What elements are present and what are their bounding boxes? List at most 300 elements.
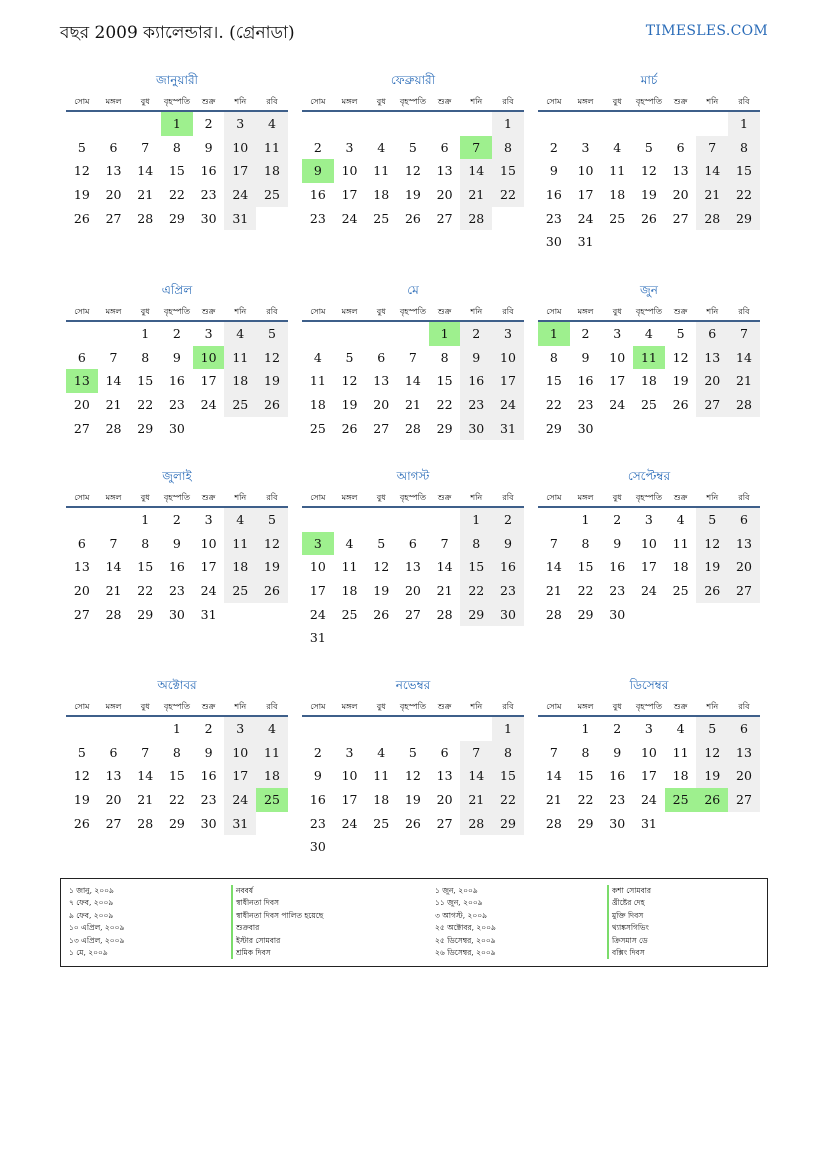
day-cell[interactable]: 9 bbox=[460, 346, 492, 370]
day-cell[interactable]: 28 bbox=[105, 420, 122, 436]
day-cell[interactable]: 28 bbox=[436, 606, 453, 622]
day-cell[interactable]: 4 bbox=[313, 349, 322, 365]
day-cell[interactable]: 4 bbox=[644, 326, 653, 341]
day-cell[interactable]: 27 bbox=[105, 815, 122, 831]
day-cell[interactable]: 25 bbox=[256, 183, 288, 207]
day-cell[interactable]: 11 bbox=[373, 768, 390, 784]
day-cell[interactable]: 2 bbox=[204, 721, 213, 736]
day-cell[interactable]: 15 bbox=[168, 163, 185, 179]
day-cell[interactable]: 29 bbox=[728, 207, 760, 231]
day-cell[interactable]: 17 bbox=[640, 768, 657, 784]
day-cell[interactable]: 12 bbox=[404, 163, 421, 179]
day-cell[interactable]: 14 bbox=[436, 559, 453, 575]
day-cell[interactable]: 25 bbox=[609, 210, 626, 226]
day-cell[interactable]: 3 bbox=[204, 326, 213, 341]
day-cell[interactable]: 13 bbox=[373, 373, 390, 389]
day-cell[interactable]: 12 bbox=[696, 741, 728, 765]
holiday-day-cell[interactable]: 11 bbox=[633, 346, 665, 370]
day-cell[interactable]: 13 bbox=[105, 768, 122, 784]
day-cell[interactable]: 13 bbox=[73, 559, 90, 575]
day-cell[interactable]: 6 bbox=[109, 744, 118, 760]
day-cell[interactable]: 20 bbox=[373, 397, 390, 413]
day-cell[interactable]: 22 bbox=[728, 183, 760, 207]
day-cell[interactable]: 3 bbox=[613, 326, 622, 341]
day-cell[interactable]: 23 bbox=[309, 210, 326, 226]
day-cell[interactable]: 7 bbox=[549, 744, 558, 760]
day-cell[interactable]: 3 bbox=[345, 139, 354, 155]
day-cell[interactable]: 6 bbox=[676, 139, 685, 155]
day-cell[interactable]: 13 bbox=[436, 163, 453, 179]
day-cell[interactable]: 23 bbox=[200, 187, 217, 203]
day-cell[interactable]: 20 bbox=[105, 187, 122, 203]
day-cell[interactable]: 20 bbox=[436, 187, 453, 203]
day-cell[interactable]: 1 bbox=[172, 721, 181, 736]
day-cell[interactable]: 16 bbox=[309, 792, 326, 808]
day-cell[interactable]: 1 bbox=[460, 508, 492, 532]
day-cell[interactable]: 6 bbox=[377, 349, 386, 365]
day-cell[interactable]: 20 bbox=[728, 555, 760, 579]
holiday-day-cell[interactable]: 7 bbox=[460, 136, 492, 160]
day-cell[interactable]: 4 bbox=[676, 721, 685, 736]
day-cell[interactable]: 12 bbox=[672, 349, 689, 365]
day-cell[interactable]: 3 bbox=[492, 322, 524, 346]
day-cell[interactable]: 3 bbox=[224, 112, 256, 136]
day-cell[interactable]: 5 bbox=[408, 744, 417, 760]
day-cell[interactable]: 14 bbox=[696, 159, 728, 183]
day-cell[interactable]: 15 bbox=[728, 159, 760, 183]
day-cell[interactable]: 5 bbox=[77, 744, 86, 760]
day-cell[interactable]: 13 bbox=[672, 163, 689, 179]
day-cell[interactable]: 19 bbox=[256, 369, 288, 393]
day-cell[interactable]: 7 bbox=[460, 741, 492, 765]
day-cell[interactable]: 13 bbox=[728, 532, 760, 556]
day-cell[interactable]: 2 bbox=[492, 508, 524, 532]
day-cell[interactable]: 31 bbox=[224, 207, 256, 231]
day-cell[interactable]: 3 bbox=[644, 721, 653, 736]
day-cell[interactable]: 27 bbox=[436, 210, 453, 226]
day-cell[interactable]: 24 bbox=[341, 815, 358, 831]
day-cell[interactable]: 12 bbox=[73, 163, 90, 179]
day-cell[interactable]: 24 bbox=[640, 792, 657, 808]
day-cell[interactable]: 18 bbox=[672, 768, 689, 784]
day-cell[interactable]: 26 bbox=[73, 210, 90, 226]
day-cell[interactable]: 11 bbox=[224, 346, 256, 370]
day-cell[interactable]: 22 bbox=[460, 579, 492, 603]
day-cell[interactable]: 22 bbox=[577, 792, 594, 808]
holiday-day-cell[interactable]: 1 bbox=[538, 322, 570, 346]
day-cell[interactable]: 28 bbox=[404, 420, 421, 436]
day-cell[interactable]: 25 bbox=[672, 583, 689, 599]
holiday-day-cell[interactable]: 10 bbox=[193, 346, 225, 370]
day-cell[interactable]: 27 bbox=[105, 210, 122, 226]
day-cell[interactable]: 8 bbox=[492, 741, 524, 765]
day-cell[interactable]: 19 bbox=[404, 792, 421, 808]
day-cell[interactable]: 28 bbox=[137, 210, 154, 226]
day-cell[interactable]: 19 bbox=[696, 764, 728, 788]
day-cell[interactable]: 10 bbox=[640, 535, 657, 551]
day-cell[interactable]: 16 bbox=[460, 369, 492, 393]
day-cell[interactable]: 30 bbox=[309, 839, 326, 855]
day-cell[interactable]: 19 bbox=[404, 187, 421, 203]
day-cell[interactable]: 1 bbox=[581, 512, 590, 527]
day-cell[interactable]: 15 bbox=[492, 764, 524, 788]
day-cell[interactable]: 5 bbox=[256, 508, 288, 532]
day-cell[interactable]: 16 bbox=[492, 555, 524, 579]
day-cell[interactable]: 19 bbox=[341, 397, 358, 413]
day-cell[interactable]: 14 bbox=[460, 764, 492, 788]
day-cell[interactable]: 10 bbox=[640, 744, 657, 760]
day-cell[interactable]: 2 bbox=[172, 326, 181, 341]
day-cell[interactable]: 18 bbox=[341, 583, 358, 599]
day-cell[interactable]: 31 bbox=[200, 606, 217, 622]
day-cell[interactable]: 2 bbox=[613, 512, 622, 527]
day-cell[interactable]: 14 bbox=[105, 559, 122, 575]
day-cell[interactable]: 15 bbox=[460, 555, 492, 579]
day-cell[interactable]: 29 bbox=[460, 603, 492, 627]
day-cell[interactable]: 23 bbox=[460, 393, 492, 417]
day-cell[interactable]: 26 bbox=[696, 579, 728, 603]
day-cell[interactable]: 10 bbox=[341, 768, 358, 784]
day-cell[interactable]: 6 bbox=[109, 139, 118, 155]
day-cell[interactable]: 5 bbox=[696, 508, 728, 532]
day-cell[interactable]: 28 bbox=[545, 606, 562, 622]
day-cell[interactable]: 25 bbox=[373, 815, 390, 831]
day-cell[interactable]: 28 bbox=[545, 815, 562, 831]
day-cell[interactable]: 9 bbox=[204, 744, 213, 760]
day-cell[interactable]: 24 bbox=[200, 583, 217, 599]
day-cell[interactable]: 14 bbox=[728, 346, 760, 370]
day-cell[interactable]: 6 bbox=[696, 322, 728, 346]
day-cell[interactable]: 4 bbox=[377, 744, 386, 760]
day-cell[interactable]: 10 bbox=[224, 741, 256, 765]
day-cell[interactable]: 15 bbox=[577, 559, 594, 575]
day-cell[interactable]: 24 bbox=[224, 788, 256, 812]
day-cell[interactable]: 29 bbox=[436, 420, 453, 436]
day-cell[interactable]: 27 bbox=[436, 815, 453, 831]
day-cell[interactable]: 18 bbox=[609, 187, 626, 203]
day-cell[interactable]: 15 bbox=[137, 559, 154, 575]
day-cell[interactable]: 27 bbox=[373, 420, 390, 436]
day-cell[interactable]: 25 bbox=[373, 210, 390, 226]
day-cell[interactable]: 27 bbox=[404, 606, 421, 622]
day-cell[interactable]: 17 bbox=[341, 187, 358, 203]
day-cell[interactable]: 16 bbox=[609, 768, 626, 784]
day-cell[interactable]: 21 bbox=[404, 397, 421, 413]
day-cell[interactable]: 16 bbox=[200, 768, 217, 784]
day-cell[interactable]: 2 bbox=[549, 139, 558, 155]
day-cell[interactable]: 13 bbox=[696, 346, 728, 370]
day-cell[interactable]: 4 bbox=[377, 139, 386, 155]
day-cell[interactable]: 9 bbox=[172, 535, 181, 551]
day-cell[interactable]: 9 bbox=[313, 768, 322, 784]
day-cell[interactable]: 22 bbox=[577, 583, 594, 599]
day-cell[interactable]: 19 bbox=[373, 583, 390, 599]
day-cell[interactable]: 20 bbox=[436, 792, 453, 808]
day-cell[interactable]: 9 bbox=[172, 349, 181, 365]
day-cell[interactable]: 2 bbox=[313, 139, 322, 155]
day-cell[interactable]: 18 bbox=[373, 187, 390, 203]
holiday-day-cell[interactable]: 3 bbox=[302, 532, 334, 556]
brand-link[interactable]: TIMESLES.COM bbox=[645, 23, 768, 39]
day-cell[interactable]: 13 bbox=[105, 163, 122, 179]
day-cell[interactable]: 2 bbox=[204, 116, 213, 131]
day-cell[interactable]: 14 bbox=[137, 163, 154, 179]
day-cell[interactable]: 13 bbox=[728, 741, 760, 765]
day-cell[interactable]: 9 bbox=[581, 349, 590, 365]
day-cell[interactable]: 28 bbox=[460, 812, 492, 836]
day-cell[interactable]: 6 bbox=[728, 717, 760, 741]
day-cell[interactable]: 9 bbox=[613, 535, 622, 551]
day-cell[interactable]: 5 bbox=[408, 139, 417, 155]
day-cell[interactable]: 15 bbox=[577, 768, 594, 784]
day-cell[interactable]: 22 bbox=[545, 397, 562, 413]
day-cell[interactable]: 8 bbox=[581, 535, 590, 551]
holiday-day-cell[interactable]: 1 bbox=[429, 322, 461, 346]
day-cell[interactable]: 7 bbox=[440, 535, 449, 551]
day-cell[interactable]: 10 bbox=[492, 346, 524, 370]
day-cell[interactable]: 9 bbox=[492, 532, 524, 556]
day-cell[interactable]: 18 bbox=[640, 373, 657, 389]
holiday-day-cell[interactable]: 26 bbox=[696, 788, 728, 812]
day-cell[interactable]: 11 bbox=[309, 373, 326, 389]
day-cell[interactable]: 8 bbox=[728, 136, 760, 160]
day-cell[interactable]: 24 bbox=[492, 393, 524, 417]
day-cell[interactable]: 30 bbox=[609, 606, 626, 622]
day-cell[interactable]: 24 bbox=[309, 606, 326, 622]
day-cell[interactable]: 4 bbox=[224, 508, 256, 532]
day-cell[interactable]: 19 bbox=[672, 373, 689, 389]
day-cell[interactable]: 10 bbox=[609, 349, 626, 365]
day-cell[interactable]: 31 bbox=[492, 417, 524, 441]
day-cell[interactable]: 21 bbox=[460, 183, 492, 207]
day-cell[interactable]: 31 bbox=[309, 630, 326, 646]
day-cell[interactable]: 8 bbox=[172, 744, 181, 760]
day-cell[interactable]: 21 bbox=[545, 792, 562, 808]
day-cell[interactable]: 23 bbox=[577, 397, 594, 413]
day-cell[interactable]: 7 bbox=[408, 349, 417, 365]
day-cell[interactable]: 27 bbox=[696, 393, 728, 417]
day-cell[interactable]: 25 bbox=[224, 579, 256, 603]
day-cell[interactable]: 10 bbox=[309, 559, 326, 575]
day-cell[interactable]: 5 bbox=[77, 139, 86, 155]
day-cell[interactable]: 11 bbox=[256, 136, 288, 160]
day-cell[interactable]: 25 bbox=[309, 420, 326, 436]
day-cell[interactable]: 17 bbox=[341, 792, 358, 808]
day-cell[interactable]: 17 bbox=[200, 559, 217, 575]
day-cell[interactable]: 16 bbox=[545, 187, 562, 203]
day-cell[interactable]: 2 bbox=[460, 322, 492, 346]
day-cell[interactable]: 18 bbox=[224, 369, 256, 393]
day-cell[interactable]: 10 bbox=[577, 163, 594, 179]
day-cell[interactable]: 16 bbox=[168, 373, 185, 389]
day-cell[interactable]: 16 bbox=[577, 373, 594, 389]
day-cell[interactable]: 7 bbox=[696, 136, 728, 160]
day-cell[interactable]: 19 bbox=[640, 187, 657, 203]
day-cell[interactable]: 27 bbox=[728, 788, 760, 812]
day-cell[interactable]: 6 bbox=[440, 139, 449, 155]
day-cell[interactable]: 1 bbox=[141, 512, 150, 527]
day-cell[interactable]: 31 bbox=[577, 234, 594, 250]
day-cell[interactable]: 13 bbox=[436, 768, 453, 784]
day-cell[interactable]: 11 bbox=[373, 163, 390, 179]
day-cell[interactable]: 14 bbox=[545, 768, 562, 784]
day-cell[interactable]: 18 bbox=[309, 397, 326, 413]
holiday-day-cell[interactable]: 1 bbox=[161, 112, 193, 136]
day-cell[interactable]: 30 bbox=[577, 420, 594, 436]
day-cell[interactable]: 4 bbox=[224, 322, 256, 346]
day-cell[interactable]: 14 bbox=[460, 159, 492, 183]
day-cell[interactable]: 5 bbox=[345, 349, 354, 365]
day-cell[interactable]: 22 bbox=[492, 183, 524, 207]
day-cell[interactable]: 17 bbox=[224, 764, 256, 788]
day-cell[interactable]: 3 bbox=[204, 512, 213, 527]
day-cell[interactable]: 19 bbox=[696, 555, 728, 579]
day-cell[interactable]: 22 bbox=[168, 187, 185, 203]
day-cell[interactable]: 15 bbox=[492, 159, 524, 183]
day-cell[interactable]: 17 bbox=[577, 187, 594, 203]
day-cell[interactable]: 22 bbox=[492, 788, 524, 812]
day-cell[interactable]: 21 bbox=[137, 187, 154, 203]
day-cell[interactable]: 24 bbox=[200, 397, 217, 413]
day-cell[interactable]: 29 bbox=[137, 420, 154, 436]
day-cell[interactable]: 18 bbox=[224, 555, 256, 579]
day-cell[interactable]: 30 bbox=[168, 420, 185, 436]
day-cell[interactable]: 1 bbox=[492, 112, 524, 136]
day-cell[interactable]: 3 bbox=[644, 512, 653, 527]
day-cell[interactable]: 21 bbox=[436, 583, 453, 599]
day-cell[interactable]: 13 bbox=[404, 559, 421, 575]
day-cell[interactable]: 7 bbox=[109, 535, 118, 551]
day-cell[interactable]: 11 bbox=[256, 741, 288, 765]
day-cell[interactable]: 16 bbox=[309, 187, 326, 203]
day-cell[interactable]: 2 bbox=[581, 326, 590, 341]
day-cell[interactable]: 31 bbox=[640, 815, 657, 831]
day-cell[interactable]: 23 bbox=[309, 815, 326, 831]
day-cell[interactable]: 21 bbox=[460, 788, 492, 812]
day-cell[interactable]: 14 bbox=[137, 768, 154, 784]
day-cell[interactable]: 28 bbox=[696, 207, 728, 231]
day-cell[interactable]: 12 bbox=[404, 768, 421, 784]
day-cell[interactable]: 5 bbox=[256, 322, 288, 346]
day-cell[interactable]: 20 bbox=[728, 764, 760, 788]
day-cell[interactable]: 30 bbox=[200, 815, 217, 831]
day-cell[interactable]: 11 bbox=[341, 559, 358, 575]
day-cell[interactable]: 17 bbox=[224, 159, 256, 183]
day-cell[interactable]: 8 bbox=[440, 349, 449, 365]
day-cell[interactable]: 6 bbox=[77, 535, 86, 551]
day-cell[interactable]: 10 bbox=[200, 535, 217, 551]
day-cell[interactable]: 29 bbox=[168, 210, 185, 226]
day-cell[interactable]: 3 bbox=[345, 744, 354, 760]
day-cell[interactable]: 11 bbox=[609, 163, 626, 179]
day-cell[interactable]: 9 bbox=[549, 163, 558, 179]
day-cell[interactable]: 30 bbox=[492, 603, 524, 627]
day-cell[interactable]: 16 bbox=[200, 163, 217, 179]
day-cell[interactable]: 11 bbox=[672, 535, 689, 551]
day-cell[interactable]: 26 bbox=[404, 815, 421, 831]
day-cell[interactable]: 28 bbox=[105, 606, 122, 622]
holiday-day-cell[interactable]: 25 bbox=[665, 788, 697, 812]
day-cell[interactable]: 19 bbox=[73, 792, 90, 808]
day-cell[interactable]: 1 bbox=[581, 721, 590, 736]
day-cell[interactable]: 20 bbox=[73, 583, 90, 599]
day-cell[interactable]: 7 bbox=[141, 139, 150, 155]
day-cell[interactable]: 18 bbox=[373, 792, 390, 808]
day-cell[interactable]: 25 bbox=[224, 393, 256, 417]
day-cell[interactable]: 6 bbox=[77, 349, 86, 365]
day-cell[interactable]: 17 bbox=[609, 373, 626, 389]
day-cell[interactable]: 26 bbox=[73, 815, 90, 831]
day-cell[interactable]: 26 bbox=[373, 606, 390, 622]
day-cell[interactable]: 23 bbox=[492, 579, 524, 603]
day-cell[interactable]: 27 bbox=[73, 606, 90, 622]
holiday-day-cell[interactable]: 25 bbox=[256, 788, 288, 812]
day-cell[interactable]: 12 bbox=[640, 163, 657, 179]
day-cell[interactable]: 21 bbox=[105, 397, 122, 413]
day-cell[interactable]: 9 bbox=[613, 744, 622, 760]
day-cell[interactable]: 17 bbox=[640, 559, 657, 575]
day-cell[interactable]: 7 bbox=[549, 535, 558, 551]
day-cell[interactable]: 23 bbox=[545, 210, 562, 226]
day-cell[interactable]: 30 bbox=[609, 815, 626, 831]
day-cell[interactable]: 1 bbox=[728, 112, 760, 136]
day-cell[interactable]: 14 bbox=[545, 559, 562, 575]
day-cell[interactable]: 21 bbox=[696, 183, 728, 207]
day-cell[interactable]: 7 bbox=[728, 322, 760, 346]
day-cell[interactable]: 16 bbox=[168, 559, 185, 575]
day-cell[interactable]: 23 bbox=[609, 583, 626, 599]
day-cell[interactable]: 24 bbox=[577, 210, 594, 226]
day-cell[interactable]: 4 bbox=[345, 535, 354, 551]
day-cell[interactable]: 7 bbox=[109, 349, 118, 365]
day-cell[interactable]: 29 bbox=[577, 606, 594, 622]
day-cell[interactable]: 8 bbox=[492, 136, 524, 160]
day-cell[interactable]: 27 bbox=[728, 579, 760, 603]
day-cell[interactable]: 26 bbox=[672, 397, 689, 413]
day-cell[interactable]: 18 bbox=[256, 764, 288, 788]
day-cell[interactable]: 22 bbox=[137, 583, 154, 599]
day-cell[interactable]: 19 bbox=[73, 187, 90, 203]
day-cell[interactable]: 5 bbox=[377, 535, 386, 551]
day-cell[interactable]: 20 bbox=[672, 187, 689, 203]
day-cell[interactable]: 24 bbox=[640, 583, 657, 599]
day-cell[interactable]: 21 bbox=[545, 583, 562, 599]
day-cell[interactable]: 28 bbox=[728, 393, 760, 417]
day-cell[interactable]: 15 bbox=[137, 373, 154, 389]
day-cell[interactable]: 6 bbox=[440, 744, 449, 760]
day-cell[interactable]: 12 bbox=[256, 532, 288, 556]
day-cell[interactable]: 14 bbox=[105, 373, 122, 389]
day-cell[interactable]: 25 bbox=[341, 606, 358, 622]
day-cell[interactable]: 20 bbox=[73, 397, 90, 413]
day-cell[interactable]: 26 bbox=[640, 210, 657, 226]
day-cell[interactable]: 10 bbox=[341, 163, 358, 179]
day-cell[interactable]: 29 bbox=[492, 812, 524, 836]
day-cell[interactable]: 4 bbox=[256, 112, 288, 136]
day-cell[interactable]: 29 bbox=[545, 420, 562, 436]
day-cell[interactable]: 23 bbox=[168, 583, 185, 599]
day-cell[interactable]: 22 bbox=[168, 792, 185, 808]
day-cell[interactable]: 21 bbox=[137, 792, 154, 808]
day-cell[interactable]: 21 bbox=[728, 369, 760, 393]
day-cell[interactable]: 11 bbox=[224, 532, 256, 556]
day-cell[interactable]: 24 bbox=[341, 210, 358, 226]
day-cell[interactable]: 25 bbox=[640, 397, 657, 413]
day-cell[interactable]: 6 bbox=[408, 535, 417, 551]
day-cell[interactable]: 12 bbox=[73, 768, 90, 784]
day-cell[interactable]: 30 bbox=[460, 417, 492, 441]
day-cell[interactable]: 30 bbox=[200, 210, 217, 226]
